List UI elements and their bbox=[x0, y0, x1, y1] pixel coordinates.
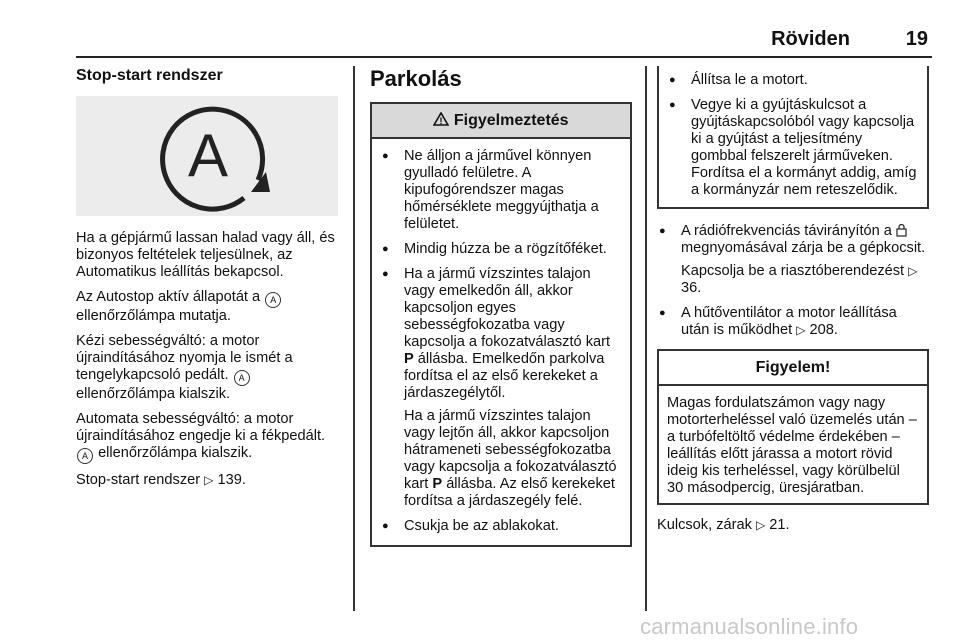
warning-triangle-icon bbox=[433, 112, 453, 129]
warning-title: ! Figyelmeztetés bbox=[372, 104, 630, 139]
svg-text:A: A bbox=[187, 122, 229, 189]
stop-start-heading: Stop-start rendszer bbox=[76, 67, 223, 84]
list-item: ● A hűtőventilátor a motor leállítása után is működhet ▷ 208. bbox=[657, 305, 929, 339]
warning-box bbox=[370, 102, 632, 547]
page-link[interactable]: 208. bbox=[809, 322, 838, 338]
page-link[interactable]: 21. bbox=[769, 517, 790, 533]
paragraph-autostop-active: Az Autostop aktív állapotát a A ellenőrzőlámpa mutatja. bbox=[76, 289, 344, 325]
page-link[interactable]: 139. bbox=[217, 472, 246, 488]
column-divider-2 bbox=[645, 66, 647, 611]
list-item: ● Csukja be az ablakokat. bbox=[380, 518, 622, 535]
autostop-icon: A bbox=[265, 292, 281, 308]
parking-steps bbox=[657, 223, 929, 339]
caution-body: Magas fordulatszámon vagy nagy motorterheléssel való üzemelés után – a turbófeltöltő védelme érdekében – leállítás előtt járassa a motort rövid ideig kis terheléssel, vagy körülbelül 30 másodpercig, üresjáratban. bbox=[667, 395, 917, 496]
column-2 bbox=[370, 66, 632, 547]
arrow-icon: ▷ bbox=[908, 264, 918, 278]
parking-heading: Parkolás bbox=[370, 66, 462, 91]
list-item: ● Ha a jármű vízszintes talajon vagy emelkedőn áll, akkor kapcsoljon egyes sebességfokozatba vagy kapcsolja a fokozatválasztó kart P állásba. Emelkedőn parkolva fordítsa el az első kerekeket a járdaszegélytől. Ha a jármű vízszintes talajon vagy lejtőn áll, akkor kapcsoljon hátrameneti sebességfokozatba vagy kapcsolja a fokozatválasztó kart P állásba. Az első kerekeket fordítsa a járdaszegély felé. bbox=[380, 266, 622, 510]
column-divider-1 bbox=[353, 66, 355, 611]
page-link[interactable]: 36. bbox=[681, 280, 702, 296]
autostop-indicator-icon bbox=[76, 96, 338, 216]
header-rule bbox=[76, 56, 932, 58]
list-item: ● Mindig húzza be a rögzítőféket. bbox=[380, 241, 622, 258]
caution-title: Figyelem! bbox=[659, 351, 927, 386]
lock-button-icon bbox=[896, 223, 907, 239]
arrow-icon: ▷ bbox=[796, 323, 806, 337]
paragraph-manual-gearbox: Kézi sebességváltó: a motor újraindításához nyomja le ismét a tengelykapcsoló pedált. A ellenőrzőlámpa kialszik. bbox=[76, 333, 293, 402]
section-title: Röviden bbox=[771, 28, 850, 50]
arrow-icon: ▷ bbox=[204, 473, 214, 487]
page-number: 19 bbox=[905, 28, 928, 50]
list-item: ● A rádiófrekvenciás távirányítón a megnyomásával zárja be a gépkocsit. Kapcsolja be a riasztóberendezést ▷ 36. bbox=[657, 223, 929, 297]
warning-box-continued bbox=[657, 66, 929, 209]
list-item: ● Állítsa le a motort. bbox=[667, 72, 919, 89]
paragraph-autostop-intro: Ha a gépjármű lassan halad vagy áll, és bizonyos feltételek teljesülnek, az Automatikus leállítás bekapcsol. bbox=[76, 230, 335, 280]
autostop-icon: A bbox=[77, 448, 93, 464]
column-3 bbox=[657, 66, 929, 542]
column-1 bbox=[76, 66, 344, 497]
paragraph-automatic-gearbox: Automata sebességváltó: a motor újraindításához engedje ki a fékpedált. A ellenőrzőlámpa kialszik. bbox=[76, 411, 344, 464]
arrow-icon: ▷ bbox=[755, 518, 766, 532]
watermark: carmanualsonline.info bbox=[640, 614, 859, 639]
svg-text:!: ! bbox=[439, 116, 443, 126]
paragraph-reference: Kulcsok, zárak ▷ 21. bbox=[657, 517, 790, 533]
warning-list-continued bbox=[667, 72, 919, 199]
caution-box bbox=[657, 349, 929, 505]
list-item: ● Ne álljon a járművel könnyen gyulladó felületre. A kipufogórendszer magas hőmérséklete meggyújthatja a felületet. bbox=[380, 148, 622, 233]
list-item: ● Vegye ki a gyújtáskulcsot a gyújtáskapcsolóból vagy kapcsolja ki a gyújtást a teljesítmény gombbal felszerelt járműveken. Fordítsa el a kormányt addig, amíg a kormányzár nem reteszelődik. bbox=[667, 97, 919, 199]
autostop-icon: A bbox=[234, 370, 250, 386]
warning-list bbox=[380, 148, 622, 535]
paragraph-reference: Stop-start rendszer ▷ 139. bbox=[76, 472, 246, 488]
